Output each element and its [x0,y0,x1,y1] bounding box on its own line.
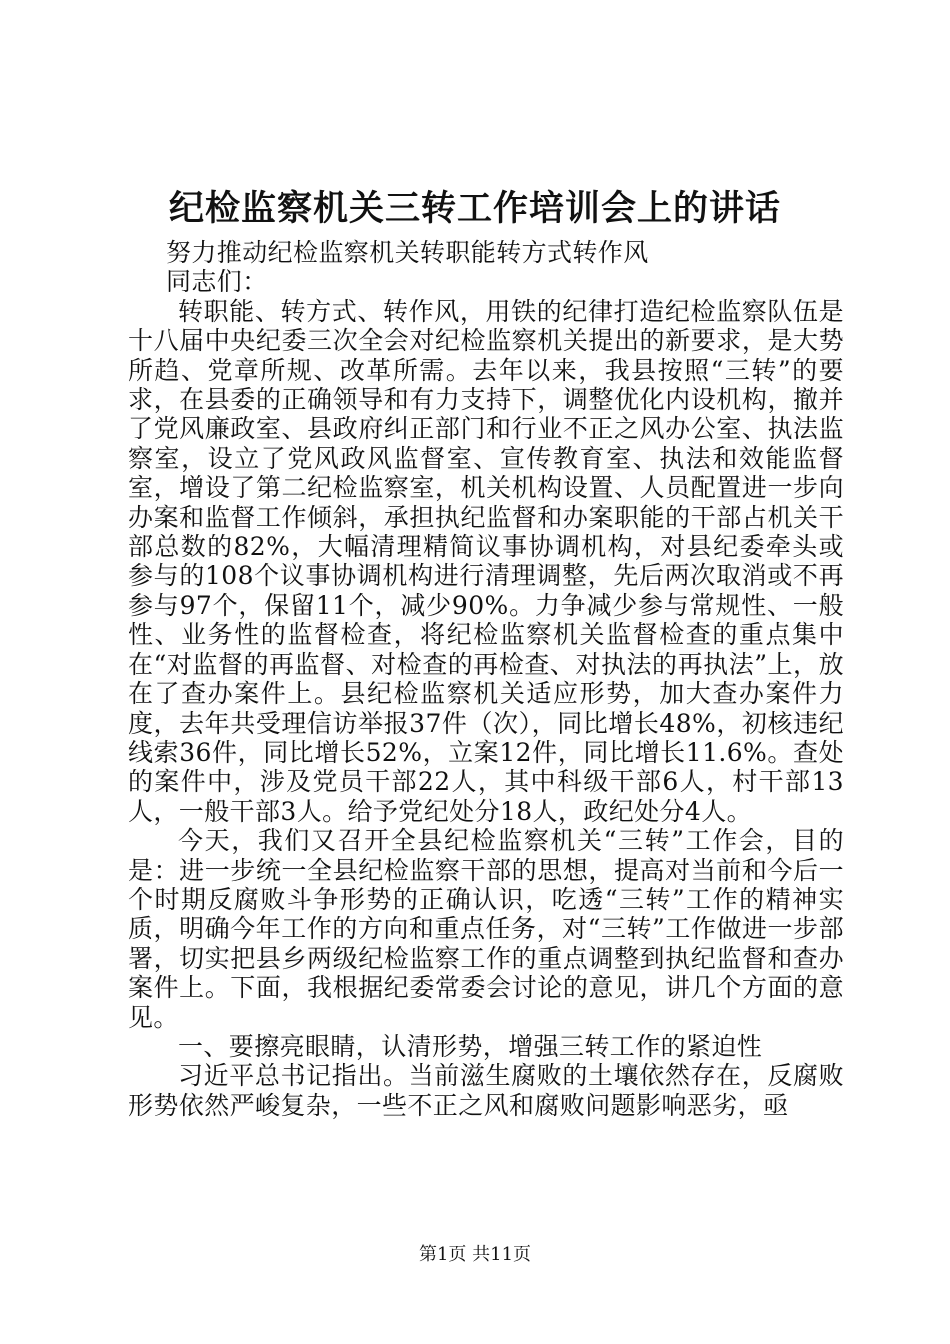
paragraph-3: 习近平总书记指出。当前滋生腐败的土壤依然存在，反腐败形势依然严峻复杂，一些不正之风和腐败问题影响恶劣，亟 [128,1061,844,1120]
paragraph-2: 今天，我们又召开全县纪检监察机关“三转”工作会，目的是：进一步统一全县纪检监察干部的思想，提高对当前和今后一个时期反腐败斗争形势的正确认识，吃透“三转”工作的精神实质，明确今年工作的方向和重点任务，对“三转”工作做进一步部署，切实把县乡两级纪检监察工作的重点调整到执纪监督和查办案件上。下面，我根据纪委常委会讨论的意见，讲几个方面的意见。 [128,826,844,1032]
document-title: 纪检监察机关三转工作培训会上的讲话 [168,188,781,229]
subtitle: 努力推动纪检监察机关转职能转方式转作风 [166,238,649,267]
document-body [128,238,844,1120]
section-heading-1: 一、要擦亮眼睛，认清形势，增强三转工作的紧迫性 [178,1031,763,1061]
salutation: 同志们： [166,267,268,297]
page-footer: 第1页 共11页 [418,1244,532,1265]
paragraph-1: 转职能、转方式、转作风，用铁的纪律打造纪检监察队伍是十八届中央纪委三次全会对纪检监察机关提出的新要求，是大势所趋、党章所规、改革所需。去年以来，我县按照“三转”的要求，在县委的正确领导和有力支持下，调整优化内设机构，撤并了党风廉政室、县政府纠正部门和行业不正之风办公室、执法监察室，设立了党风政风监督室、宣传教育室、执法和效能监督室，增设了第二纪检监察室，机关机构设置、人员配置进一步向办案和监督工作倾斜，承担执纪监督和办案职能的干部占机关干部总数的82%，大幅清理精简议事协调机构，对县纪委牵头或参与的108个议事协调机构进行清理调整，先后两次取消或不再参与97个，保留11个，减少90%。力争减少参与常规性、一般性、业务性的监督检查，将纪检监察机关监督检查的重点集中在“对监督的再监督、对检查的再检查、对执法的再执法”上，放在了查办案件上。县纪检监察机关适应形势，加大查办案件力度，去年共受理信访举报37件（次），同比增长48%，初核违纪线索36件，同比增长52%，立案12件，同比增长11.6%。查处的案件中，涉及党员干部22人，其中科级干部6人，村干部13人，一般干部3人。给予党纪处分18人，政纪处分4人。 [128,296,844,826]
